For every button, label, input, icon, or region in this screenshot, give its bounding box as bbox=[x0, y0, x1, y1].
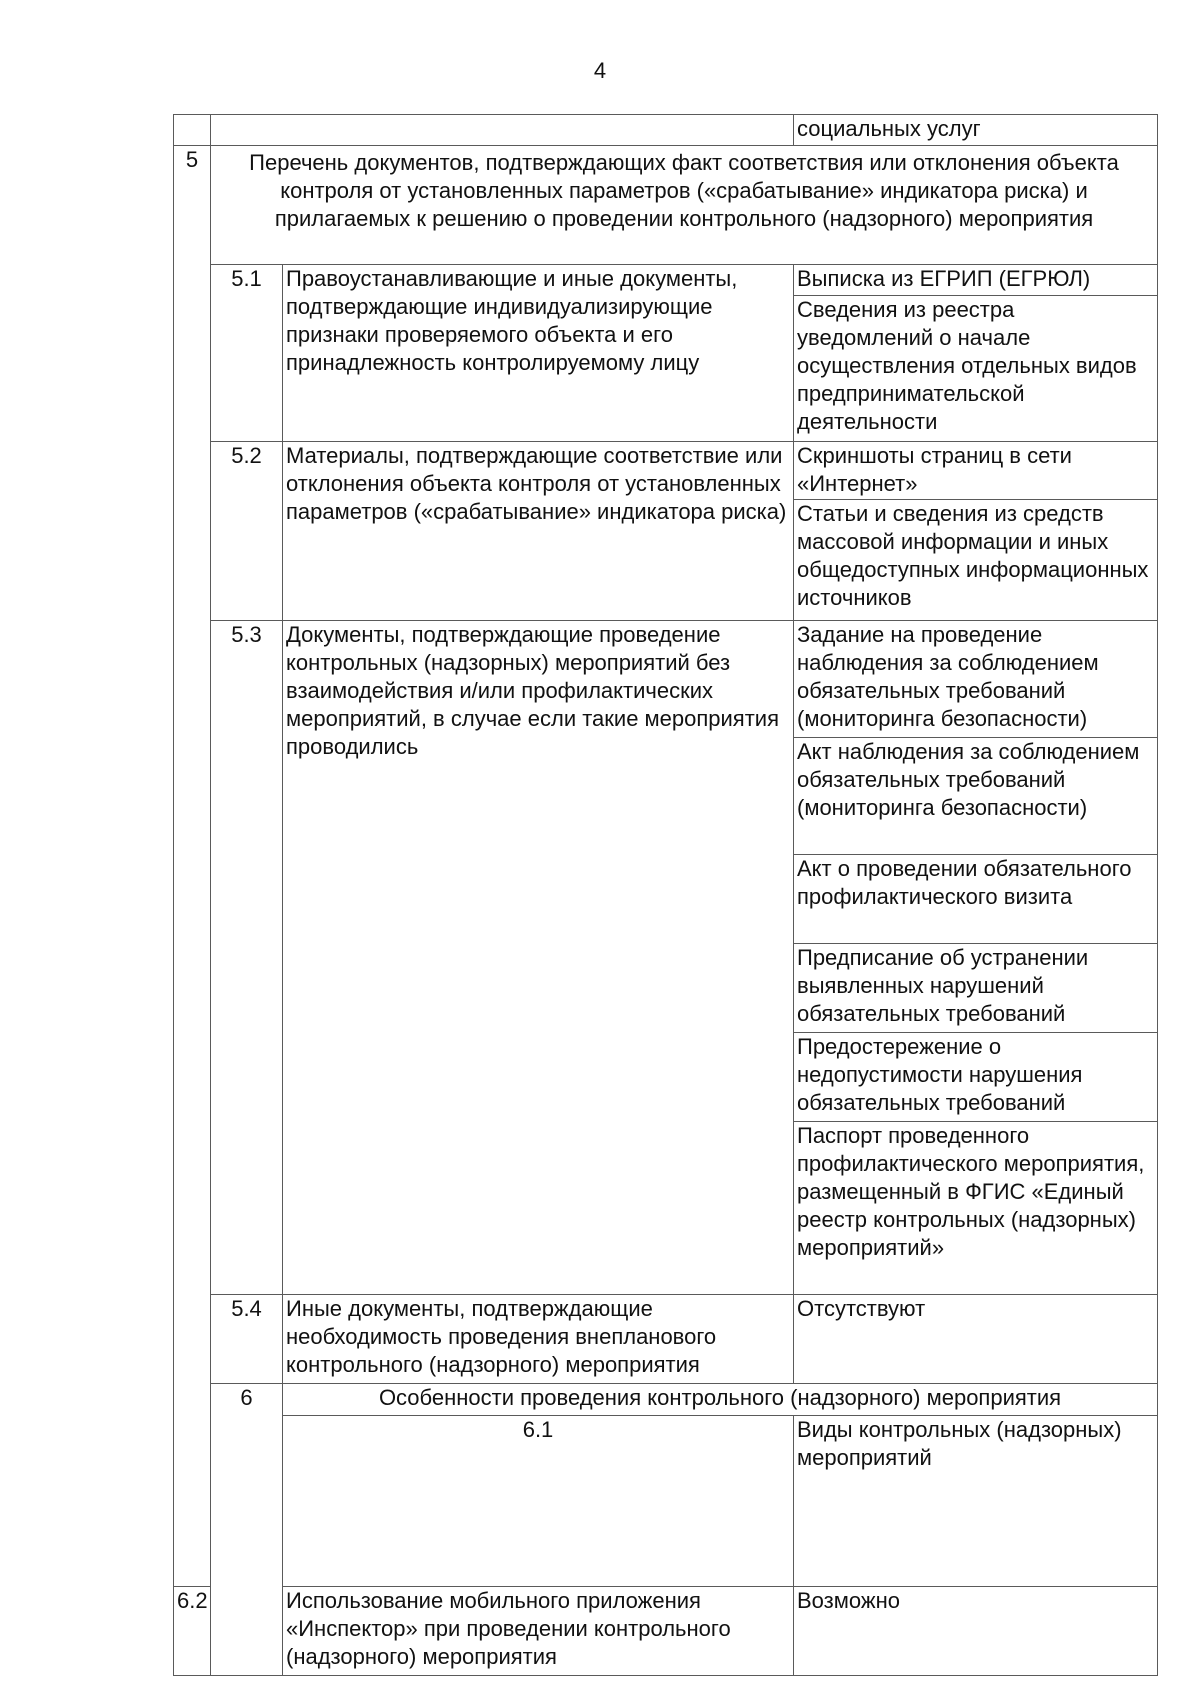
page-number: 4 bbox=[593, 58, 607, 83]
item-number: 5.2 bbox=[211, 442, 283, 621]
item-label: Использование мобильного приложения «Инспектор» при проведении контрольного (надзорного) мероприятия bbox=[283, 1587, 794, 1676]
item-value: Сведения из реестра уведомлений о начале осуществления отдельных видов предпринимательской деятельности bbox=[794, 296, 1158, 442]
item-value: Предостережение о недопустимости нарушения обязательных требований bbox=[794, 1033, 1158, 1122]
item-value: Скриншоты страниц в сети «Интернет» bbox=[794, 442, 1158, 500]
table-row bbox=[174, 115, 1158, 146]
item-number: 5.4 bbox=[211, 1295, 283, 1384]
item-number: 6.1 bbox=[283, 1416, 794, 1587]
table-row bbox=[174, 621, 1158, 738]
section-number: 5 bbox=[174, 146, 211, 1587]
section-header-row bbox=[174, 1384, 1158, 1416]
section-number: 6 bbox=[211, 1384, 283, 1676]
item-number: 5.1 bbox=[211, 265, 283, 442]
item-value: Отсутствуют bbox=[794, 1295, 1158, 1384]
empty-cell bbox=[211, 115, 794, 146]
section-title: Особенности проведения контрольного (надзорного) мероприятия bbox=[283, 1384, 1158, 1416]
item-label: Документы, подтверждающие проведение контрольных (надзорных) мероприятий без взаимодействия и/или профилактических мероприятий, в случае если такие мероприятия проводились bbox=[283, 621, 794, 1295]
item-value: Выписка из ЕГРИП (ЕГРЮЛ) bbox=[794, 265, 1158, 296]
item-label: Правоустанавливающие и иные документы, подтверждающие индивидуализирующие признаки проверяемого объекта и его принадлежность контролируемому лицу bbox=[283, 265, 794, 442]
item-label: Иные документы, подтверждающие необходимость проведения внепланового контрольного (надзорного) мероприятия bbox=[283, 1295, 794, 1384]
table-row bbox=[174, 442, 1158, 500]
table-row bbox=[174, 1295, 1158, 1384]
top-row-text: социальных услуг bbox=[794, 115, 1158, 146]
item-number: 6.2 bbox=[174, 1587, 211, 1676]
section-header-row bbox=[174, 146, 1158, 265]
table-row bbox=[174, 1587, 1158, 1676]
table-row bbox=[174, 265, 1158, 296]
item-value: Задание на проведение наблюдения за соблюдением обязательных требований (мониторинга безопасности) bbox=[794, 621, 1158, 738]
item-value: Акт наблюдения за соблюдением обязательных требований (мониторинга безопасности) bbox=[794, 738, 1158, 855]
document-table bbox=[173, 114, 1158, 1676]
section-title: Перечень документов, подтверждающих факт соответствия или отклонения объекта контроля от установленных параметров («срабатывание» индикатора риска) и прилагаемых к решению о проведении контрольного (надзорного) мероприятия bbox=[211, 146, 1158, 265]
item-number: 5.3 bbox=[211, 621, 283, 1295]
item-label: Материалы, подтверждающие соответствие или отклонения объекта контроля от установленных параметров («срабатывание» индикатора риска) bbox=[283, 442, 794, 621]
item-value: Возможно bbox=[794, 1587, 1158, 1676]
empty-cell bbox=[174, 115, 211, 146]
item-value: Статьи и сведения из средств массовой информации и иных общедоступных информационных источников bbox=[794, 500, 1158, 621]
item-value: Акт о проведении обязательного профилактического визита bbox=[794, 855, 1158, 944]
table-row bbox=[174, 1416, 1158, 1473]
item-value: Предписание об устранении выявленных нарушений обязательных требований bbox=[794, 944, 1158, 1033]
item-value: Паспорт проведенного профилактического мероприятия, размещенный в ФГИС «Единый реестр контрольных (надзорных) мероприятий» bbox=[794, 1122, 1158, 1295]
item-label: Виды контрольных (надзорных) мероприятий bbox=[794, 1416, 1158, 1587]
